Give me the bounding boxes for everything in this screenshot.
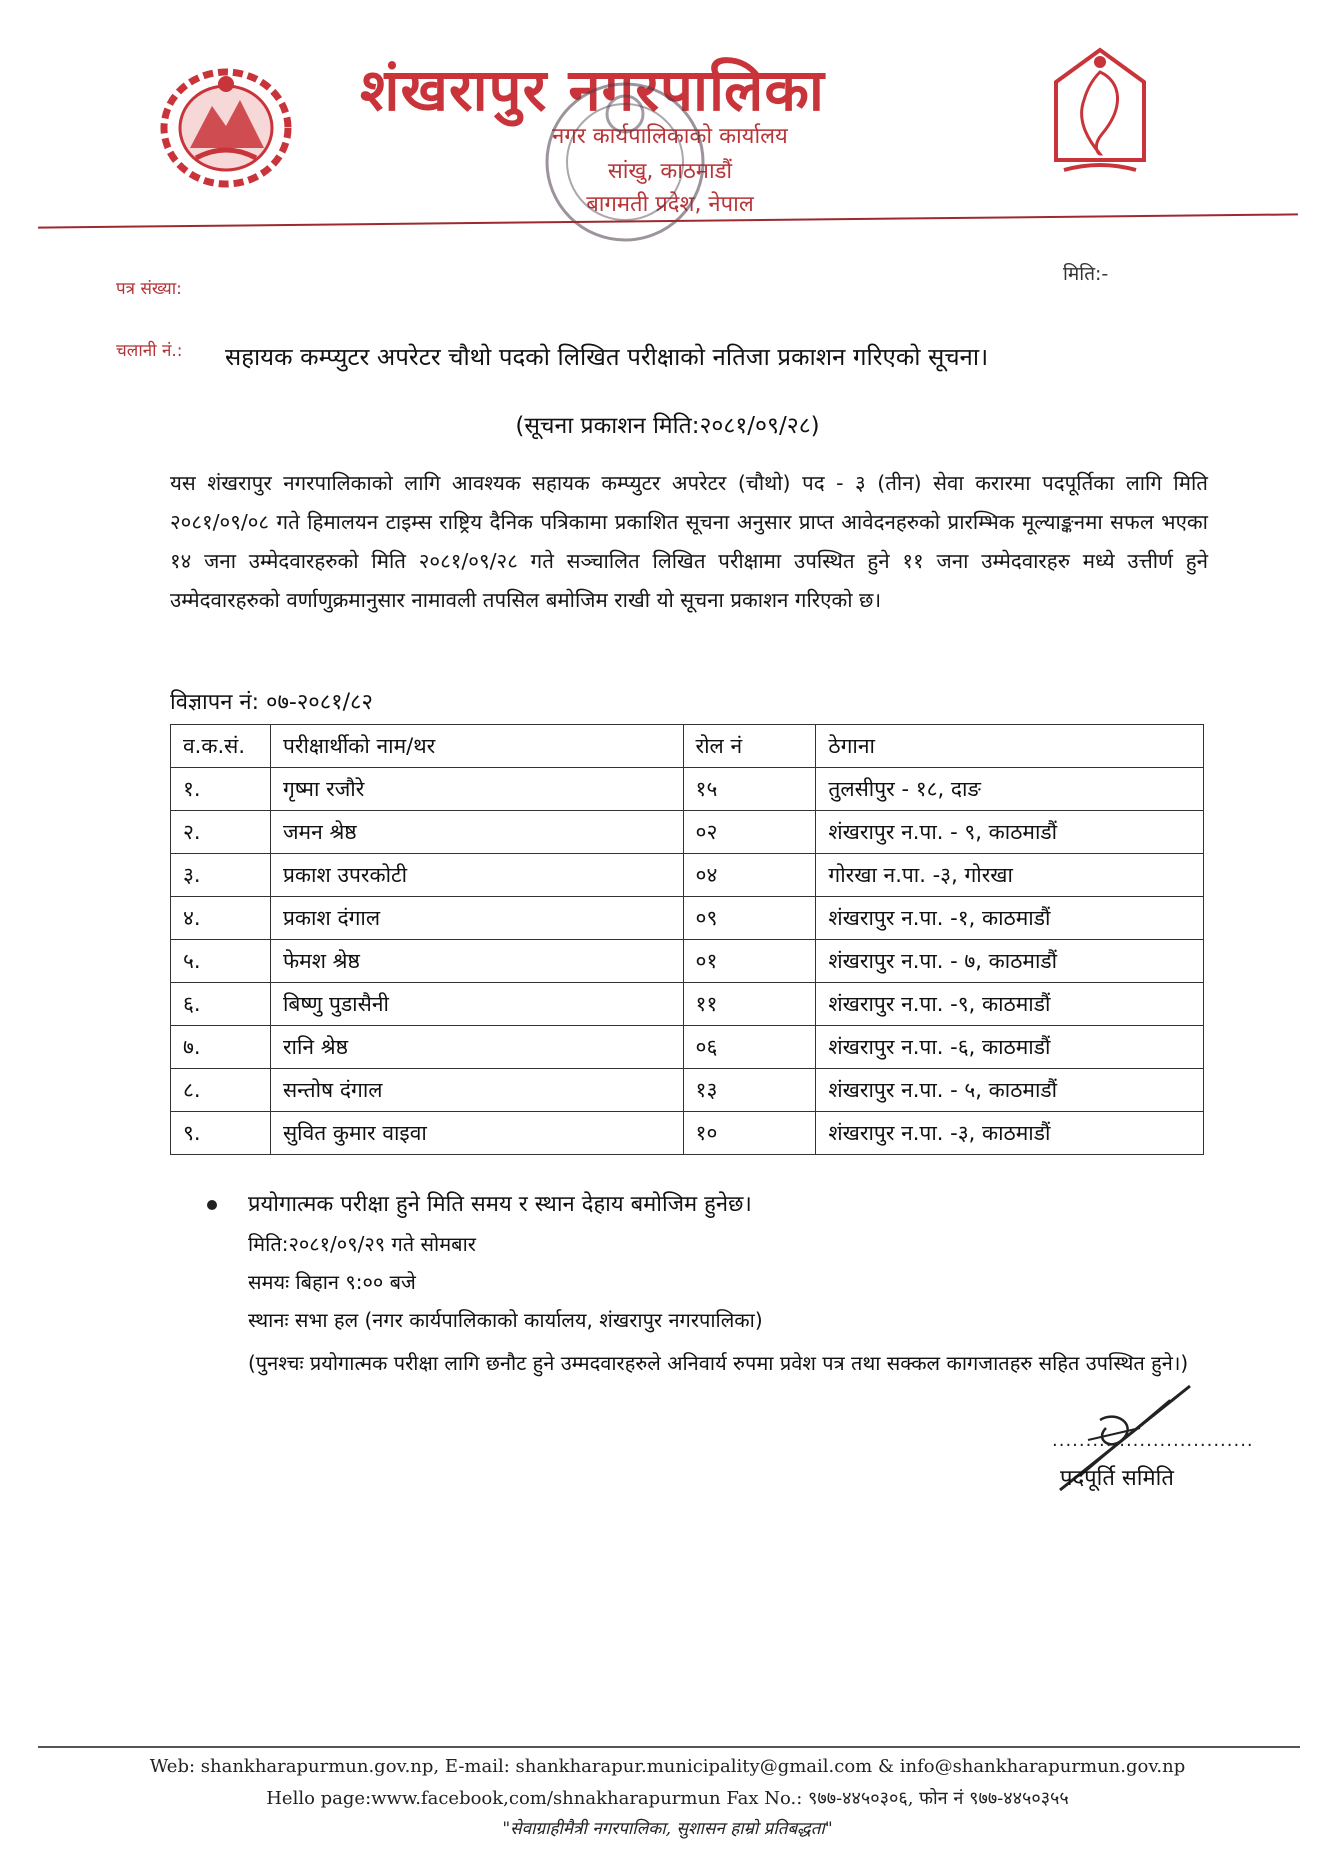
cell-serial: ९. [171,1112,271,1155]
footer-social-line: Hello page:www.facebook,com/shnakharapurmun Fax No.: ९७७-४४५०३०६, फोन नं ९७७-४४५०३५५ [266,1788,1069,1809]
cell-address: शंखरापुर न.पा. -६, काठमाडौं [816,1026,1204,1069]
cell-name: सुवित कुमार वाइवा [270,1112,683,1155]
cell-roll: ११ [683,983,816,1026]
header-roll: रोल नं [683,725,816,768]
notice-title: सहायक कम्प्युटर अपरेटर चौथो पदको लिखित परीक्षाको नतिजा प्रकाशन गरिएको सूचना। [225,343,989,371]
cell-roll: ०२ [683,811,816,854]
practical-exam-time: समयः बिहान ९:०० बजे [248,1270,416,1294]
practical-exam-title: प्रयोगात्मक परीक्षा हुने मिति समय र स्थान देहाय बमोजिम हुनेछ। [248,1192,752,1217]
cell-name: सन्तोष दंगाल [270,1069,683,1112]
cell-address: गोरखा न.पा. -३, गोरखा [816,854,1204,897]
publication-date: (सूचना प्रकाशन मिति:२०८१/०९/२८) [515,413,820,439]
cell-serial: ३. [171,854,271,897]
signature-line: .............................. [1052,1430,1254,1451]
cell-roll: १० [683,1112,816,1155]
cell-roll: ०९ [683,897,816,940]
cell-serial: ८. [171,1069,271,1112]
header-name: परीक्षार्थीको नाम/थर [270,725,683,768]
table-row [171,1026,1204,1069]
cell-address: शंखरापुर न.पा. - ७, काठमाडौं [816,940,1204,983]
table-row [171,1112,1204,1155]
table-row [171,983,1204,1026]
practical-exam-date: मिति:२०८१/०९/२९ गते सोमबार [248,1232,476,1256]
table-row [171,854,1204,897]
cell-roll: ०६ [683,1026,816,1069]
table-row [171,768,1204,811]
cell-name: गृष्मा रजौरे [270,768,683,811]
practical-exam-note: (पुनश्चः प्रयोगात्मक परीक्षा लागि छनौट हुने उम्मदवारहरुले अनिवार्य रुपमा प्रवेश पत्र तथा सक्कल कागजातहरु सहित उपस्थित हुने।) [248,1351,1189,1375]
cell-address: शंखरापुर न.पा. -१, काठमाडौं [816,897,1204,940]
office-stamp-icon [520,62,730,262]
table-row [171,897,1204,940]
date-label: मिति:- [1063,263,1109,285]
table-row [171,940,1204,983]
cell-address: शंखरापुर न.पा. -९, काठमाडौं [816,983,1204,1026]
practical-exam-venue: स्थानः सभा हल (नगर कार्यपालिकाको कार्यालय, शंखरापुर नगरपालिका) [248,1308,763,1332]
footer-contact-line: Web: shankharapurmun.gov.np, E-mail: shankharapur.municipality@gmail.com & info@shankharapurmun.gov.np [149,1756,1186,1777]
cell-serial: ४. [171,897,271,940]
table-header-row [171,725,1204,768]
footer-divider [38,1746,1300,1748]
office-country: बागमती प्रदेश, नेपाल [586,192,754,217]
cell-address: तुलसीपुर - १८, दाङ [816,768,1204,811]
municipality-name: शंखरापुर नगरपालिका [360,56,825,124]
office-name: नगर कार्यपालिकाको कार्यालय [552,124,788,149]
cell-name: फेमश श्रेष्ठ [270,940,683,983]
cell-name: बिष्णु पुडासैनी [270,983,683,1026]
cell-roll: ०१ [683,940,816,983]
reference-number-label: पत्र संख्या: [116,279,182,299]
cell-name: जमन श्रेष्ठ [270,811,683,854]
notice-body: यस शंखरापुर नगरपालिकाको लागि आवश्यक सहायक कम्प्युटर अपरेटर (चौथो) पद - ३ (तीन) सेवा करारमा पदपूर्तिका लागि मिति २०८१/०९/०८ गते हिमालयन टाइम्स राष्ट्रिय दैनिक पत्रिकामा प्रकाशित सूचना अनुसार प्राप्त आवेदनहरुको प्रारम्भिक मूल्याङ्कनमा सफल भएका १४ जना उम्मेदवारहरुको मिति २०८१/०९/२८ गते सञ्चालित लिखित परीक्षामा उपस्थित हुने ११ जना उम्मेदवारहरु मध्ये उत्तीर्ण हुने उम्मेदवारहरुको वर्णाणुक्रमानुसार नामावली तपसिल बमोजिम राखी यो सूचना प्रकाशन गरिएको छ। [170,471,1208,612]
dispatch-number-label: चलानी नं.: [116,341,183,361]
result-table [170,724,1204,1155]
header-address: ठेगाना [816,725,1204,768]
table-row [171,811,1204,854]
cell-name: प्रकाश उपरकोटी [270,854,683,897]
cell-roll: ०४ [683,854,816,897]
cell-serial: १. [171,768,271,811]
cell-serial: ५. [171,940,271,983]
cell-address: शंखरापुर न.पा. -३, काठमाडौं [816,1112,1204,1155]
cell-address: शंखरापुर न.पा. - ९, काठमाडौं [816,811,1204,854]
conch-emblem-icon [1040,42,1160,182]
table-row [171,1069,1204,1112]
footer-motto: "सेवाग्राहीमैत्री नगरपालिका, सुशासन हाम्रो प्रतिबद्धता" [502,1819,833,1839]
nepal-emblem-icon [152,62,300,197]
cell-roll: १३ [683,1069,816,1112]
header-serial: व.क.सं. [171,725,271,768]
signature-label: पदपूर्ति समिति [1060,1466,1174,1491]
advertisement-number: विज्ञापन नं: ०७-२०८१/८२ [170,690,373,715]
cell-serial: ७. [171,1026,271,1069]
office-city: सांखु, काठमाडौं [607,159,733,184]
cell-address: शंखरापुर न.पा. - ५, काठमाडौं [816,1069,1204,1112]
cell-name: रानि श्रेष्ठ [270,1026,683,1069]
cell-serial: २. [171,811,271,854]
bullet-icon [207,1200,217,1210]
cell-serial: ६. [171,983,271,1026]
cell-roll: १५ [683,768,816,811]
cell-name: प्रकाश दंगाल [270,897,683,940]
